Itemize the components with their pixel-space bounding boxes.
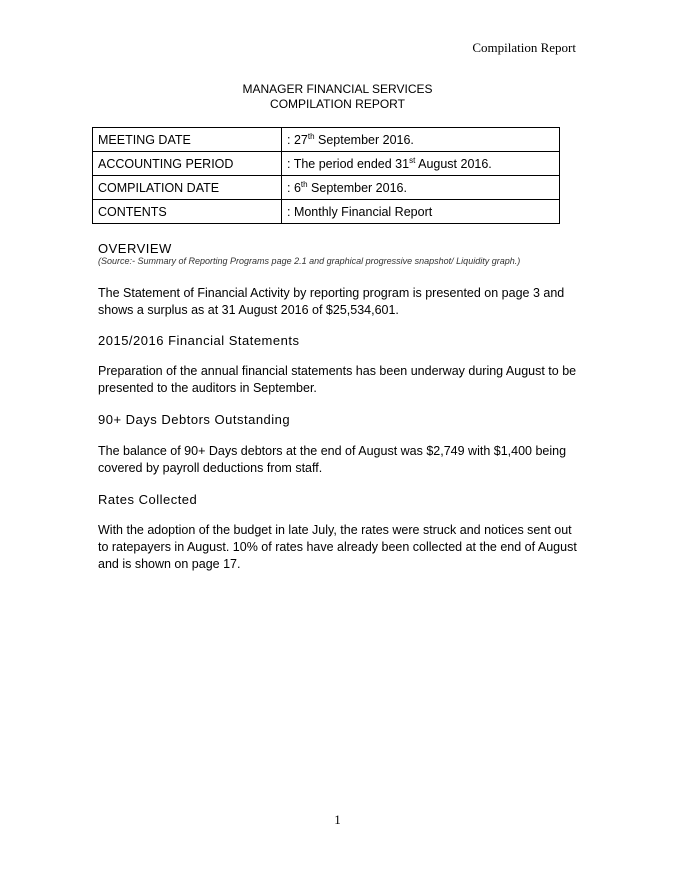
meeting-date-value: : 27th September 2016.	[282, 128, 560, 152]
contents-value: : Monthly Financial Report	[282, 200, 560, 224]
financial-statements-paragraph: Preparation of the annual financial statements has been underway during August to be presented to the auditors in September.	[98, 364, 577, 395]
meta-table	[92, 127, 560, 224]
meta-row-accounting-period	[93, 152, 560, 176]
report-title-line2: COMPILATION REPORT	[270, 97, 405, 111]
meta-row-compilation-date	[93, 176, 560, 200]
financial-statements-heading: 2015/2016 Financial Statements	[98, 333, 300, 348]
overview-heading: OVERVIEW	[98, 241, 172, 256]
meeting-date-label: MEETING DATE	[93, 128, 282, 152]
rates-paragraph: With the adoption of the budget in late July, the rates were struck and notices sent out to ratepayers in August. 10% of rates have already been collected at the end of August and is shown on page 17.	[98, 523, 577, 571]
report-label: Compilation Report	[472, 40, 576, 55]
meta-row-meeting-date	[93, 128, 560, 152]
compilation-date-value: : 6th September 2016.	[282, 176, 560, 200]
overview-source-note: (Source:- Summary of Reporting Programs page 2.1 and graphical progressive snapshot/ Liquidity graph.)	[98, 256, 521, 266]
page-number: 1	[334, 812, 341, 827]
accounting-period-label: ACCOUNTING PERIOD	[93, 152, 282, 176]
accounting-period-value: : The period ended 31st August 2016.	[282, 152, 560, 176]
compilation-date-label: COMPILATION DATE	[93, 176, 282, 200]
meta-row-contents	[93, 200, 560, 224]
debtors-heading: 90+ Days Debtors Outstanding	[98, 412, 291, 427]
report-title-line1: MANAGER FINANCIAL SERVICES	[242, 82, 433, 96]
overview-paragraph: The Statement of Financial Activity by reporting program is presented on page 3 and shows a surplus as at 31 August 2016 of $25,534,601.	[98, 286, 565, 317]
rates-heading: Rates Collected	[98, 492, 198, 507]
contents-label: CONTENTS	[93, 200, 282, 224]
debtors-paragraph: The balance of 90+ Days debtors at the end of August was $2,749 with $1,400 being covered by payroll deductions from staff.	[98, 444, 567, 475]
report-title	[0, 82, 675, 112]
